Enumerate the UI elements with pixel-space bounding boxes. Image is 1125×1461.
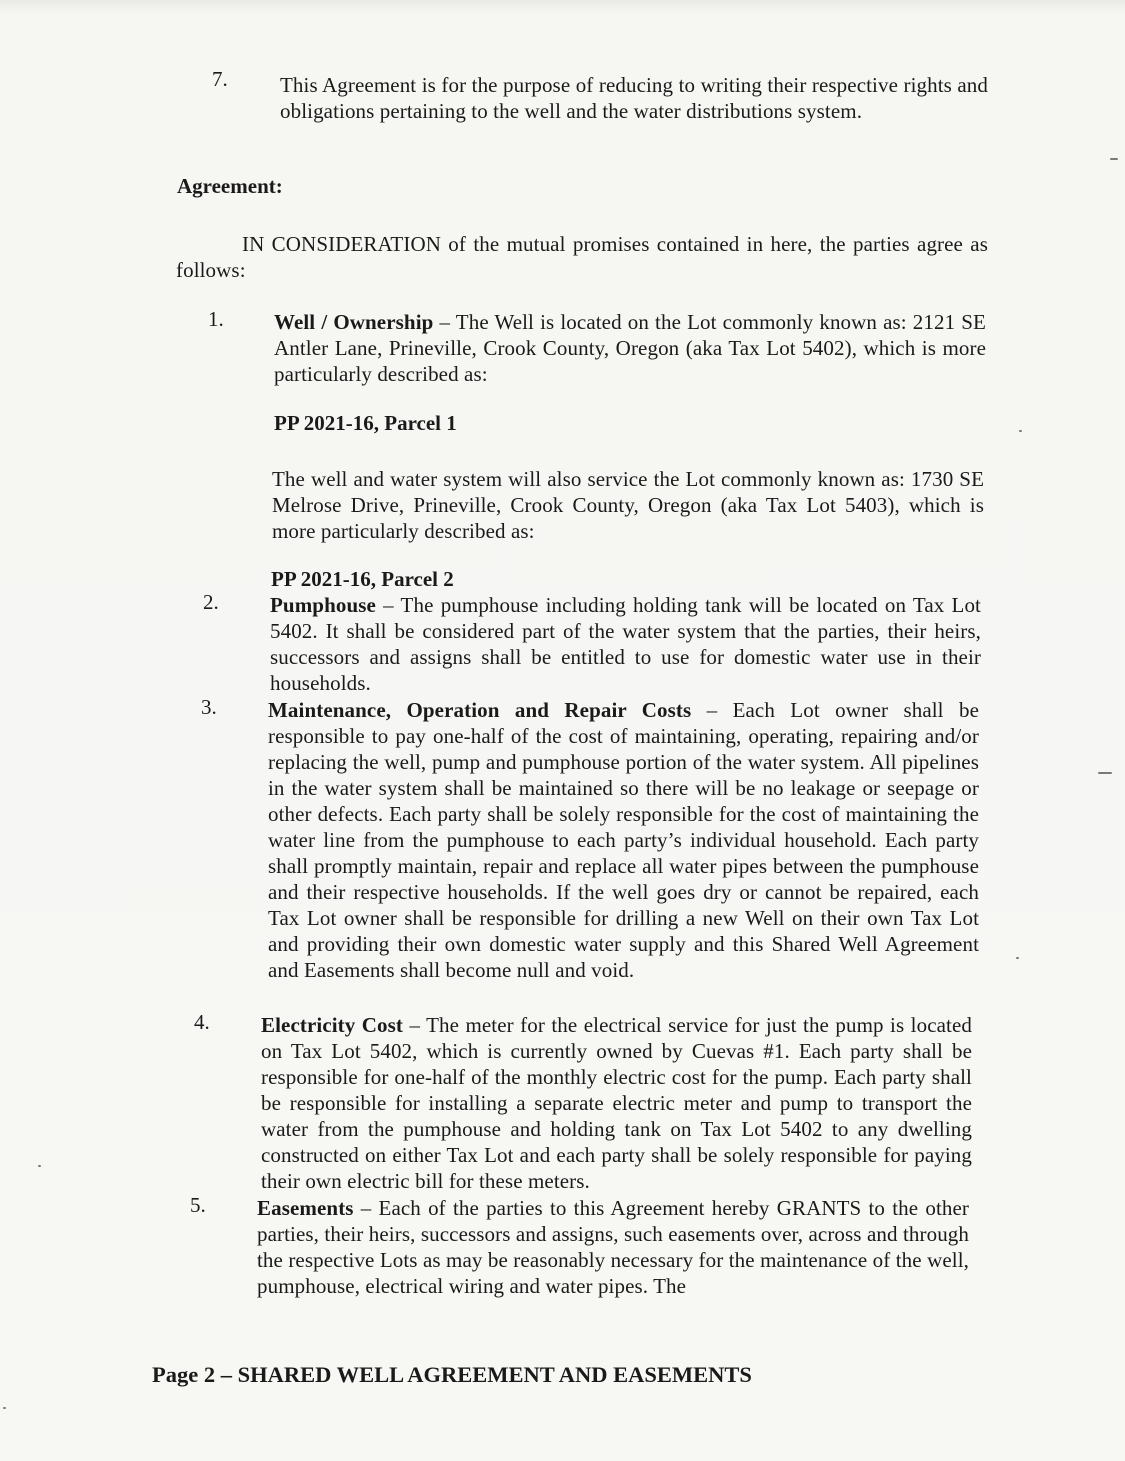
item-4-paragraph [261,1012,972,1194]
item-1-text: – The Well is located on the Lot commonly known as: 2121 SE Antler Lane, Prineville, Crook County, Oregon (aka Tax Lot 5402), which is more particularly described as: [274,310,986,386]
scan-mark [1098,772,1112,774]
scan-mark [3,1407,6,1409]
item-number: 3. [201,695,217,719]
scan-mark [1110,158,1118,160]
parcel-1-label: PP 2021-16, Parcel 1 [274,411,457,435]
item-number: 1. [208,307,224,331]
parcel-2-label: PP 2021-16, Parcel 2 [271,567,454,591]
item-5-text: – Each of the parties to this Agreement hereby GRANTS to the other parties, their heirs, successors and assigns, such easements over, across and through the respective Lots as may be reasonably necessary for the maintenance of the well, pumphouse, electrical wiring and water pipes. The [257,1196,969,1298]
scan-mark [1016,957,1019,959]
agreement-heading: Agreement: [177,174,283,198]
item-2-text: – The pumphouse including holding tank will be located on Tax Lot 5402. It shall be considered part of the water system that the parties, their heirs, successors and assigns shall be entitled to use for domestic water use in their households. [270,593,981,695]
item-1-paragraph [274,309,986,387]
item-1-title: Well / Ownership [274,310,434,334]
item-number: 4. [194,1010,210,1034]
item-3-paragraph [268,697,979,983]
consideration-paragraph: IN CONSIDERATION of the mutual promises contained in here, the parties agree as follows: [176,232,988,282]
item-2-title: Pumphouse [270,593,376,617]
item-3-text: – Each Lot owner shall be responsible to pay one-half of the cost of maintaining, operating, repairing and/or replacing the well, pump and pumphouse portion of the water system. All pipelines in the water system shall be maintained so there will be no leakage or seepage or other defects. Each party shall be solely responsible for the cost of maintaining the water line from the pumphouse to each party’s individual household. Each party shall promptly maintain, repair and replace all water pipes between the pumphouse and their respective households. If the well goes dry or cannot be repaired, each Tax Lot owner shall be responsible for drilling a new Well on their own Tax Lot and providing their own domestic water supply and this Shared Well Agreement and Easements shall become null and void. [268,698,979,982]
item-5-title: Easements [257,1196,354,1220]
item-5-paragraph [257,1195,969,1299]
item-number: 2. [203,590,219,614]
item-3-title: Maintenance, Operation and Repair Costs [268,698,692,722]
item-7-text: This Agreement is for the purpose of reducing to writing their respective rights and obligations pertaining to the well and the water distributions system. [280,73,988,123]
item-2-paragraph [270,592,981,696]
scan-mark [38,1165,41,1167]
scan-mark [1019,430,1022,432]
item-number: 7. [212,67,228,91]
page-footer: Page 2 – SHARED WELL AGREEMENT AND EASEMENTS [152,1362,752,1387]
item-4-text: – The meter for the electrical service for just the pump is located on Tax Lot 5402, which is currently owned by Cuevas #1. Each party shall be responsible for one-half of the monthly electric cost for the pump. Each party shall be responsible for installing a separate electric meter and pump to transport the water from the pumphouse and holding tank on Tax Lot 5402 to any dwelling constructed on either Tax Lot and each party shall be solely responsible for paying their own electric bill for these meters. [261,1013,972,1193]
item-4-title: Electricity Cost [261,1013,404,1037]
item-number: 5. [190,1193,206,1217]
item-1-service-text: The well and water system will also service the Lot commonly known as: 1730 SE Melrose Drive, Prineville, Crook County, Oregon (aka Tax Lot 5403), which is more particularly described as: [272,467,984,543]
